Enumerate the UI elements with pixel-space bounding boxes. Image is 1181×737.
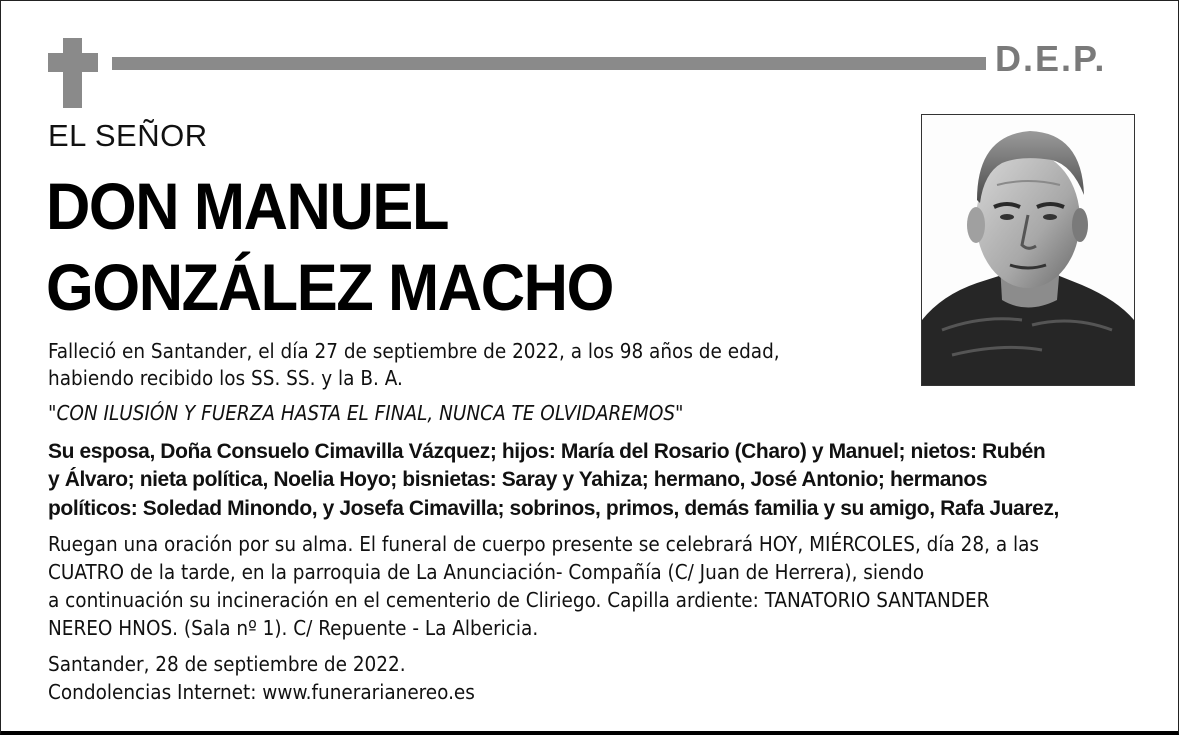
- death-notice-line1: Falleció en Santander, el día 27 de septiembre de 2022, a los 98 años de edad,: [48, 339, 780, 363]
- deceased-name-line2: GONZÁLEZ MACHO: [46, 250, 613, 324]
- header-rule: [112, 57, 986, 70]
- death-notice-line2: habiendo recibido los SS. SS. y la B. A.: [48, 366, 403, 390]
- memorial-quote: "CON ILUSIÓN Y FUERZA HASTA EL FINAL, NUNCA TE OLVIDAREMOS": [48, 401, 684, 425]
- funeral-line2: CUATRO de la tarde, en la parroquia de La Anunciación- Compañía (C/ Juan de Herrera), siendo: [48, 560, 925, 584]
- family-line1: Su esposa, Doña Consuelo Cimavilla Vázquez; hijos: María del Rosario (Charo) y Manuel; nietos: Rubén: [48, 440, 1046, 463]
- condolences-link[interactable]: Condolencias Internet: www.funerarianereo.es: [48, 680, 475, 704]
- family-line3: políticos: Soledad Minondo, y Josefa Cimavilla; sobrinos, primos, demás familia y su amigo, Rafa Juarez,: [48, 497, 1059, 520]
- deceased-name-line1: DON MANUEL: [46, 169, 449, 243]
- funeral-line4: NEREO HNOS. (Sala nº 1). C/ Repuente - La Albericia.: [48, 616, 539, 640]
- cross-vertical-bar: [63, 38, 82, 108]
- cross-horizontal-bar: [48, 53, 98, 72]
- family-line2: y Álvaro; nieta política, Noelia Hoyo; bisnietas: Saray y Yahiza; hermano, José Antonio; hermanos: [48, 468, 988, 491]
- portrait-illustration: [922, 115, 1134, 385]
- place-date: Santander, 28 de septiembre de 2022.: [48, 652, 406, 676]
- dep-label: D.E.P.: [995, 38, 1107, 79]
- funeral-line1: Ruegan una oración por su alma. El funeral de cuerpo presente se celebrará HOY, MIÉRCOLES, día 28, a las: [48, 532, 1040, 556]
- portrait-photo: [921, 114, 1135, 386]
- funeral-line3: a continuación su incineración en el cementerio de Cliriego. Capilla ardiente: TANATORIO SANTANDER: [48, 588, 990, 612]
- honorific: EL SEÑOR: [48, 118, 208, 153]
